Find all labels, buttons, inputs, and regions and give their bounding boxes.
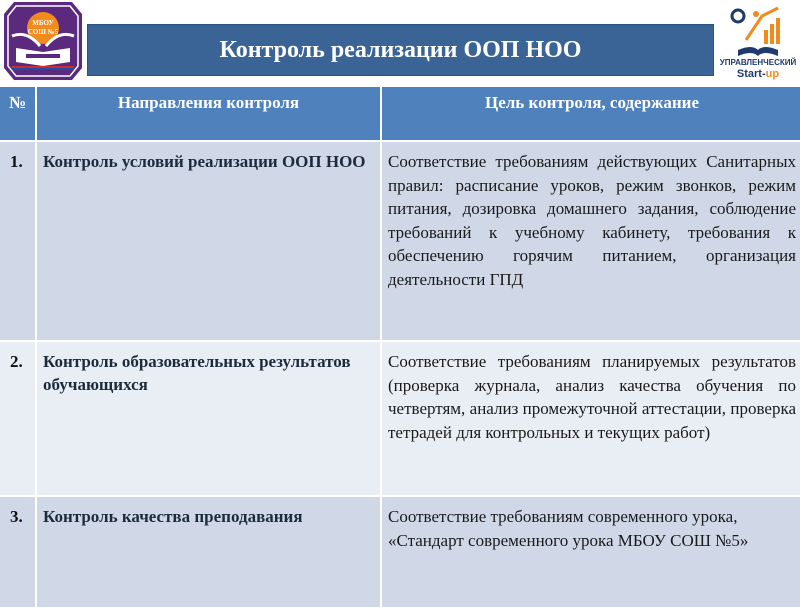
- row-number: 1.: [0, 142, 35, 340]
- slide-title-bar: [87, 24, 714, 76]
- header-direction: Направления контроля: [37, 87, 380, 140]
- row-direction: Контроль качества преподавания: [37, 497, 380, 607]
- control-table: [0, 85, 800, 609]
- row-number: 3.: [0, 497, 35, 607]
- table-header-row: [0, 87, 800, 140]
- row-direction: Контроль образовательных результатов обучающихся: [37, 342, 380, 495]
- row-content: Соответствие требованиям планируемых результатов (проверка журнала, анализ качества обучения по четвертям, анализ промежуточной аттестации, проверка тетрадей для контрольных и текущих работ): [382, 342, 800, 495]
- svg-text:МБОУ: МБОУ: [32, 19, 54, 27]
- svg-text:СОШ №5: СОШ №5: [27, 28, 59, 36]
- svg-text:Start-up: Start-up: [736, 68, 780, 80]
- row-content: Соответствие требованиям действующих Санитарных правил: расписание уроков, режим звонков, режим питания, дозировка домашнего задания, соблюдение требований к учебному кабинету, требования к обеспечению горячим питанием, организация деятельности ГПД: [382, 142, 800, 340]
- svg-text:УПРАВЛЕНЧЕСКИЙ: УПРАВЛЕНЧЕСКИЙ: [719, 58, 797, 67]
- row-content: Соответствие требованиям современного урока, «Стандарт современного урока МБОУ СОШ №5»: [382, 497, 800, 607]
- table-row: [0, 342, 800, 495]
- slide-title: Контроль реализации ООП НОО: [219, 36, 582, 63]
- table-row: [0, 497, 800, 607]
- header-content: Цель контроля, содержание: [382, 87, 800, 140]
- startup-logo: [718, 0, 798, 80]
- header-number: №: [0, 87, 35, 140]
- row-number: 2.: [0, 342, 35, 495]
- table-row: [0, 142, 800, 340]
- row-direction: Контроль условий реализации ООП НОО: [37, 142, 380, 340]
- school-logo: [2, 0, 84, 82]
